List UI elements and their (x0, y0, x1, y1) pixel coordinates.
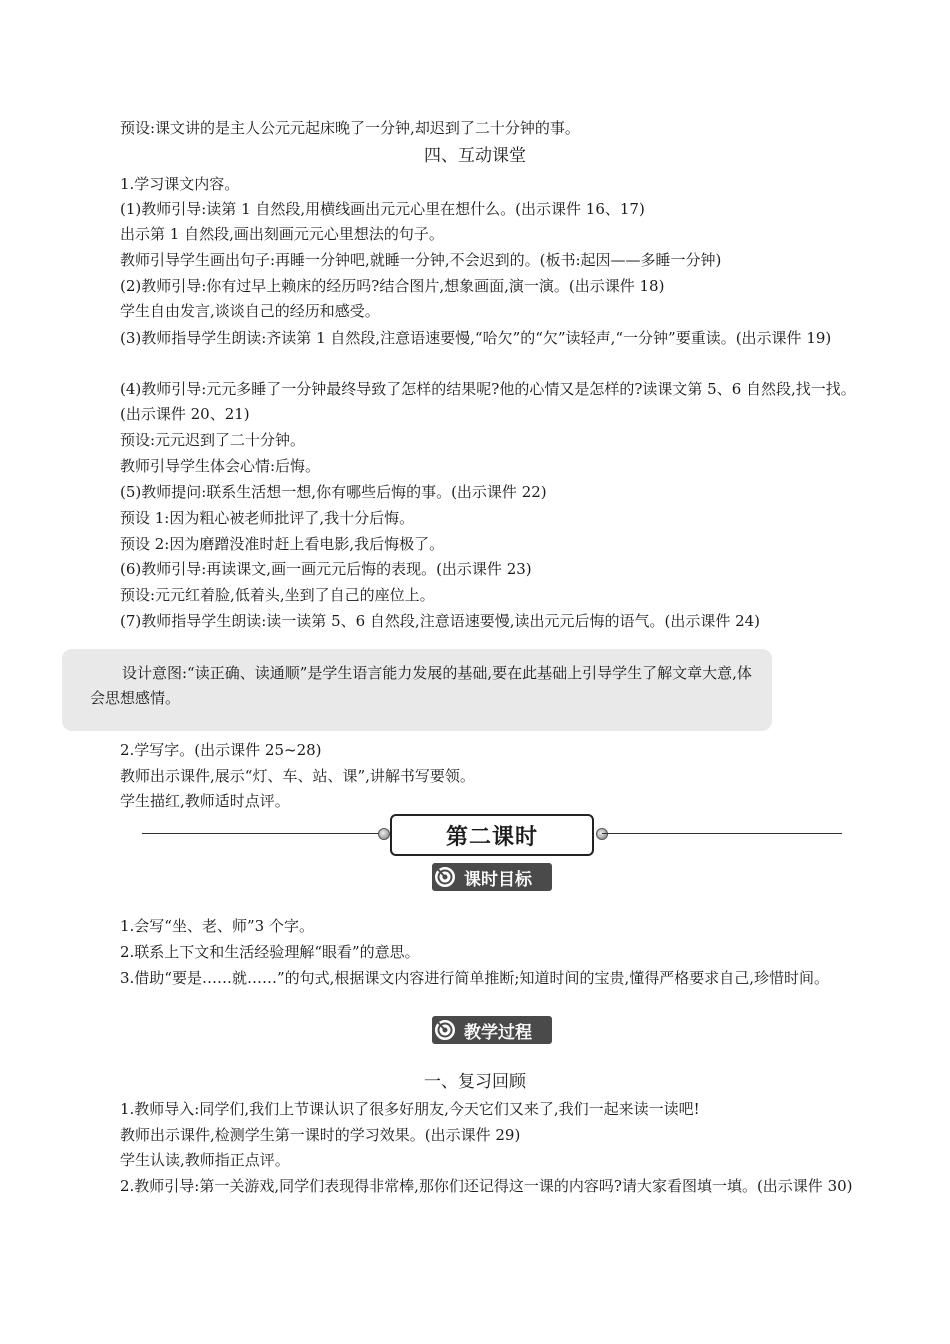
target-icon (430, 861, 460, 891)
paragraph: 学生自由发言,谈谈自己的经历和感受。 (120, 302, 380, 320)
paragraph: 预设 2:因为磨蹭没准时赶上看电影,我后悔极了。 (120, 535, 445, 553)
divider-ornament (596, 828, 608, 840)
lesson-title: 第二课时 (390, 814, 594, 856)
teaching-process-badge (432, 1016, 552, 1044)
callout-text: 设计意图:“读正确、读通顺”是学生语言能力发展的基础,要在此基础上引导学生了解文章大意,体会思想感情。 (90, 664, 752, 707)
lesson-goals-badge (432, 863, 552, 891)
divider-left (142, 833, 384, 834)
design-intent-callout (62, 649, 772, 731)
paragraph: 2.教师引导:第一关游戏,同学们表现得非常棒,那你们还记得这一课的内容吗?请大家看图填一填。(出示课件 30) (120, 1177, 853, 1195)
paragraph: 预设 1:因为粗心被老师批评了,我十分后悔。 (120, 509, 415, 527)
paragraph: 教师引导学生体会心情:后悔。 (120, 457, 321, 475)
goal-item: 1.会写“坐、老、师”3 个字。 (120, 917, 314, 935)
target-icon (430, 1014, 460, 1044)
goal-item: 2.联系上下文和生活经验理解“眼看”的意思。 (120, 943, 420, 961)
section-heading: 四、互动课堂 (424, 146, 526, 166)
paragraph: (2)教师引导:你有过早上赖床的经历吗?结合图片,想象画面,演一演。(出示课件 18) (120, 277, 665, 295)
paragraph: 1.教师导入:同学们,我们上节课认识了很多好朋友,今天它们又来了,我们一起来读一读吧! (120, 1100, 700, 1118)
paragraph: 教师出示课件,展示“灯、车、站、课”,讲解书写要领。 (120, 767, 475, 785)
paragraph: (6)教师引导:再读课文,画一画元元后悔的表现。(出示课件 23) (120, 560, 532, 578)
badge-label: 课时目标 (464, 869, 532, 890)
paragraph: 预设:元元迟到了二十分钟。 (120, 431, 306, 449)
divider-ornament (378, 828, 390, 840)
section-heading: 一、复习回顾 (424, 1072, 526, 1092)
paragraph: 1.学习课文内容。 (120, 175, 240, 193)
paragraph: 教师引导学生画出句子:再睡一分钟吧,就睡一分钟,不会迟到的。(板书:起因——多睡一分钟) (120, 251, 722, 269)
paragraph: (3)教师指导学生朗读:齐读第 1 自然段,注意语速要慢,“哈欠”的“欠”读轻声,“一分钟”要重读。(出示课件 19) (120, 329, 832, 347)
paragraph: (5)教师提问:联系生活想一想,你有哪些后悔的事。(出示课件 22) (120, 483, 547, 501)
paragraph: 预设:元元红着脸,低着头,坐到了自己的座位上。 (120, 586, 435, 604)
paragraph: 学生描红,教师适时点评。 (120, 792, 290, 810)
paragraph: 预设:课文讲的是主人公元元起床晚了一分钟,却迟到了二十分钟的事。 (120, 119, 580, 137)
paragraph: (7)教师指导学生朗读:读一读第 5、6 自然段,注意语速要慢,读出元元后悔的语气。(出示课件 24) (120, 612, 761, 630)
paragraph: (1)教师引导:读第 1 自然段,用横线画出元元心里在想什么。(出示课件 16、17) (120, 200, 645, 218)
goal-item: 3.借助“要是……就……”的句式,根据课文内容进行简单推断;知道时间的宝贵,懂得严格要求自己,珍惜时间。 (120, 969, 830, 987)
paragraph: 出示第 1 自然段,画出刻画元元心里想法的句子。 (120, 225, 444, 243)
paragraph: 教师出示课件,检测学生第一课时的学习效果。(出示课件 29) (120, 1126, 521, 1144)
paragraph: 学生认读,教师指正点评。 (120, 1151, 290, 1169)
paragraph: 2.学写字。(出示课件 25~28) (120, 741, 322, 759)
paragraph: (4)教师引导:元元多睡了一分钟最终导致了怎样的结果呢?他的心情又是怎样的?读课文第 5、6 自然段,找一找。(出示课件 20、21) (120, 380, 856, 423)
divider-right (602, 833, 842, 834)
badge-label: 教学过程 (464, 1022, 532, 1043)
